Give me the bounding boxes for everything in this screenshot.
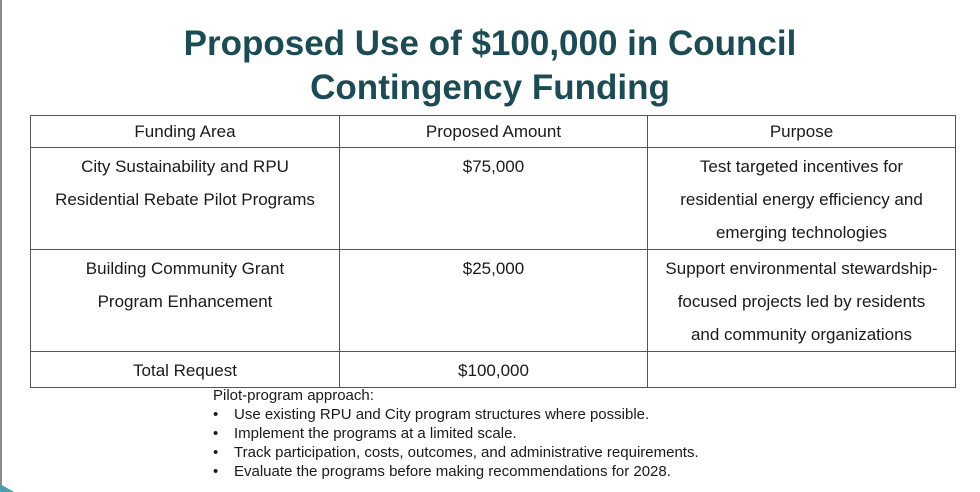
cell-line: Test targeted incentives for [699,157,904,176]
header-proposed-amount: Proposed Amount [340,116,648,148]
total-amount: $100,000 [340,352,648,388]
cell-line: Building Community Grant [85,259,285,278]
cell-funding-area [31,250,340,352]
bullet-icon: • [213,444,219,461]
cell-funding-area [31,148,340,250]
total-label: Total Request [31,352,340,388]
table-row [31,250,956,352]
header-funding-area: Funding Area [31,116,340,148]
cell-line: Program Enhancement [97,292,273,311]
notes-heading: Pilot-program approach: [213,387,374,404]
list-item-text: Evaluate the programs before making recommendations for 2028. [234,463,671,480]
list-item-text: Track participation, costs, outcomes, and administrative requirements. [234,444,699,461]
corner-accent-shape [0,484,14,492]
pilot-notes [213,386,699,481]
title-line-2: Contingency Funding [310,68,670,107]
table-row [31,148,956,250]
cell-purpose [648,148,956,250]
cell-line: focused projects led by residents [677,292,926,311]
notes-list [213,405,699,481]
bullet-icon: • [213,463,219,480]
slide-title [100,22,880,110]
list-item [213,405,699,424]
list-item-text: Use existing RPU and City program structures where possible. [234,406,650,423]
cell-purpose [648,250,956,352]
total-row [31,352,956,388]
bullet-icon: • [213,425,219,442]
slide-left-edge [0,0,2,492]
list-item [213,443,699,462]
cell-line: emerging technologies [715,223,888,242]
cell-amount: $75,000 [340,148,648,250]
total-purpose [648,352,956,388]
cell-line: Residential Rebate Pilot Programs [55,190,315,209]
list-item-text: Implement the programs at a limited scale. [234,425,517,442]
bullet-icon: • [213,406,219,423]
title-line-1: Proposed Use of $100,000 in Council [183,24,797,63]
cell-line: Support environmental stewardship- [665,259,938,278]
cell-amount: $25,000 [340,250,648,352]
cell-line: City Sustainability and RPU [81,157,289,176]
funding-table [30,115,956,388]
header-purpose: Purpose [648,116,956,148]
list-item [213,462,699,481]
table-header-row [31,116,956,148]
cell-line: residential energy efficiency and [680,190,923,209]
list-item [213,424,699,443]
cell-line: and community organizations [690,325,913,344]
